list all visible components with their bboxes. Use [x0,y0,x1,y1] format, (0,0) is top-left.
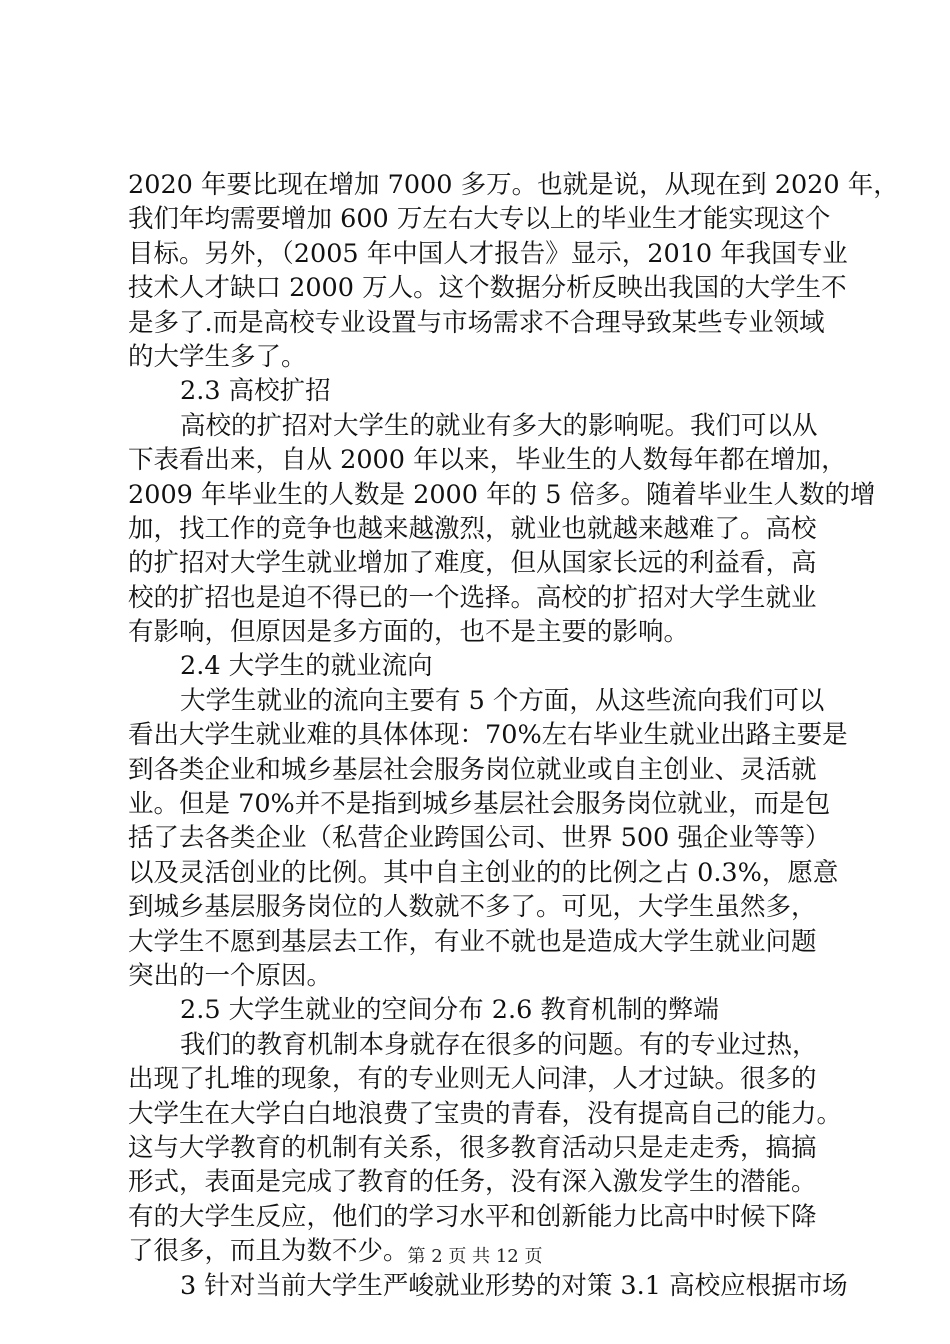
text-line: 我们的教育机制本身就存在很多的问题。有的专业过热， [180,1029,818,1060]
text-line: 大学生就业的流向主要有 5 个方面，从这些流向我们可以 [180,685,825,716]
text-line: 到城乡基层服务岗位的人数就不多了。可见，大学生虽然多， [128,892,817,923]
text-line: 这与大学教育的机制有关系，很多教育活动只是走走秀，搞搞 [128,1132,817,1163]
section-heading-2-4: 2.4 大学生的就业流向 [180,651,433,682]
text-line: 是多了.而是高校专业设置与市场需求不合理导致某些专业领域 [128,307,825,338]
text-line: 形式，表面是完成了教育的任务，没有深入激发学生的潜能。 [128,1167,817,1198]
text-line: 有影响，但原因是多方面的，也不是主要的影响。 [128,617,690,648]
text-line: 高校的扩招对大学生的就业有多大的影响呢。我们可以从 [180,410,818,441]
section-heading-2-3: 2.3 高校扩招 [180,376,331,407]
text-line: 下表看出来，自从 2000 年以来，毕业生的人数每年都在增加， [128,445,847,476]
text-line: 大学生在大学白白地浪费了宝贵的青春，没有提高自己的能力。 [128,1098,843,1129]
text-line: 突出的一个原因。 [128,960,333,991]
text-line: 技术人才缺口 2000 万人。这个数据分析反映出我国的大学生不 [128,273,847,304]
text-line: 看出大学生就业难的具体体现：70%左右毕业生就业出路主要是 [128,720,848,751]
text-line: 到各类企业和城乡基层社会服务岗位就业或自主创业、灵活就 [128,754,817,785]
text-line: 括了去各类企业（私营企业跨国公司、世界 500 强企业等等） [128,823,831,854]
text-line: 我们年均需要增加 600 万左右大专以上的毕业生才能实现这个 [128,204,831,235]
text-line: 业。但是 70%并不是指到城乡基层社会服务岗位就业，而是包 [128,789,831,820]
text-line: 2020 年要比现在增加 7000 多万。也就是说，从现在到 2020 年， [128,170,899,200]
section-heading-2-5: 2.5 大学生就业的空间分布 2.6 教育机制的弊端 [180,995,719,1026]
text-line: 有的大学生反应，他们的学习水平和创新能力比高中时候下降 [128,1201,817,1232]
text-line: 的大学生多了。 [128,341,307,372]
text-line: 目标。另外，（2005 年中国人才报告》显示，2010 年我国专业 [128,238,848,269]
text-line: 校的扩招也是迫不得已的一个选择。高校的扩招对大学生就业 [128,582,817,613]
text-line: 加，找工作的竞争也越来越激烈，就业也就越来越难了。高校 [128,513,817,544]
section-heading-3: 3 针对当前大学生严峻就业形势的对策 3.1 高校应根据市场 [180,1270,848,1301]
text-line: 以及灵活创业的比例。其中自主创业的的比例之占 0.3%，愿意 [128,857,839,888]
text-line: 出现了扎堆的现象，有的专业则无人问津，人才过缺。很多的 [128,1064,817,1095]
text-line: 的扩招对大学生就业增加了难度，但从国家长远的利益看，高 [128,548,817,579]
text-line: 2009 年毕业生的人数是 2000 年的 5 倍多。随着毕业生人数的增 [128,479,876,510]
body-text [128,168,899,1303]
text-line: 大学生不愿到基层去工作，有业不就也是造成大学生就业问题 [128,926,817,957]
text-line: 了很多，而且为数不少。 [128,1236,409,1267]
page-number-footer: 第 2 页 共 12 页 [407,1246,543,1267]
